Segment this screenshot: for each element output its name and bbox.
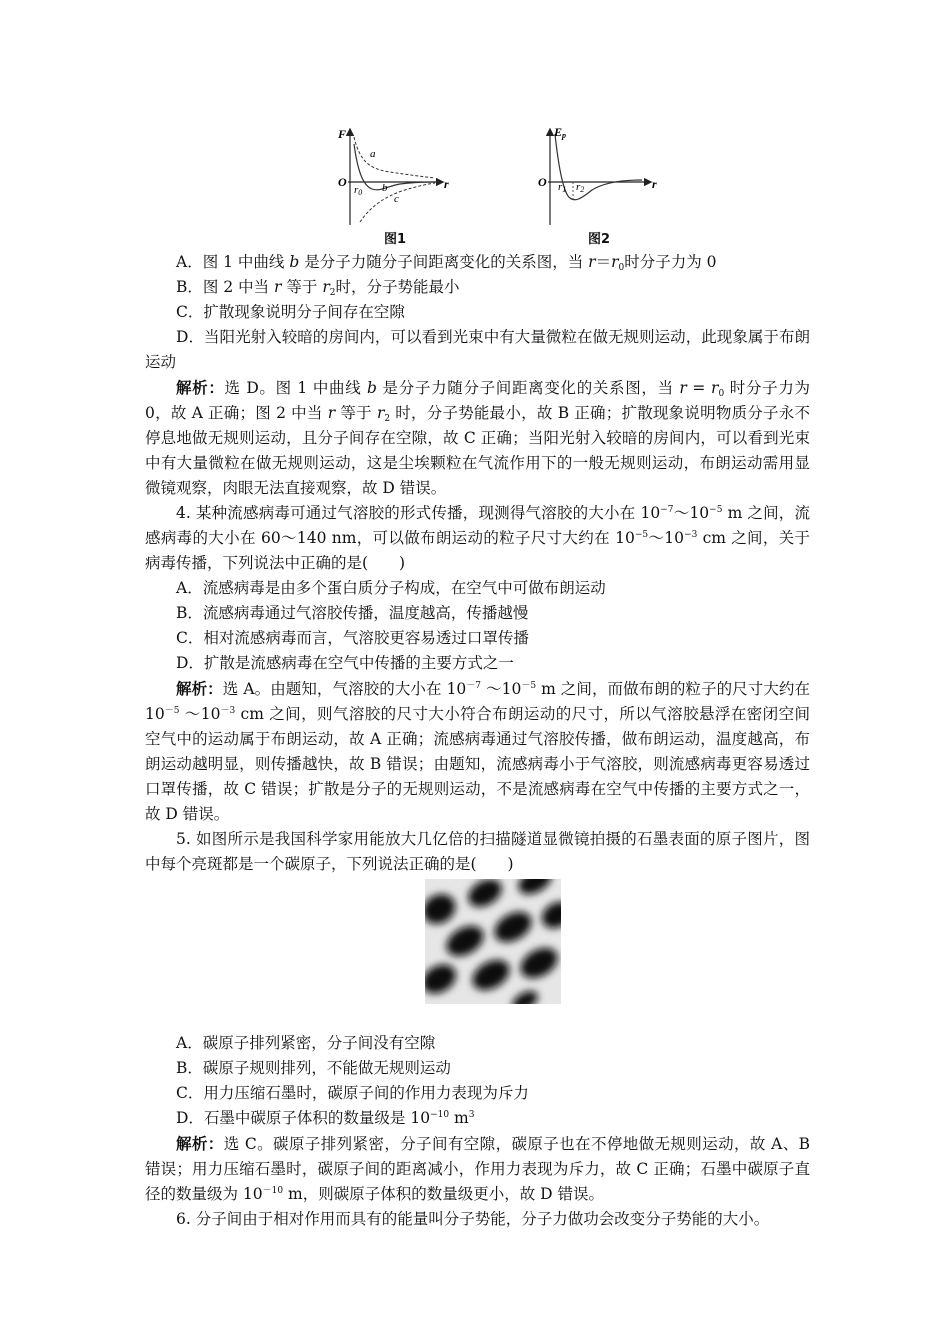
q5-analysis: 解析：选 C。碳原子排列紧密，分子间有空隙，碳原子也在不停地做无规则运动，故 A、B 错误；用力压缩石墨时，碳原子间的距离减小，作用力表现为斥力，故 C 正确；石墨中碳原子直径的数量级为 $10^{-10}$ m，则碳原子体积的数量级更小，故 D 错误。 <box>145 1134 810 1203</box>
fig2-origin: O <box>538 175 547 189</box>
figure-row <box>330 122 660 247</box>
q4-option-c: C．相对流感病毒而言，气溶胶更容易透过口罩传播 <box>176 629 529 647</box>
figure-2-graph <box>530 122 660 227</box>
fig1-y-label: F <box>338 127 347 141</box>
q5-stem: 5. 如图所示是我国科学家用能放大几亿倍的扫描隧道显微镜拍摄的石墨表面的原子图片，图中每个亮斑都是一个碳原子，下列说法正确的是( ) <box>145 830 810 873</box>
q5-option-d: D．石墨中碳原子体积的数量级是 $10^{-10}$ $m^3$ <box>176 1109 475 1127</box>
q3-option-c: C．扩散现象说明分子间存在空隙 <box>176 303 405 321</box>
figure-1-graph <box>330 122 460 227</box>
q4-option-d: D．扩散是流感病毒在空气中传播的主要方式之一 <box>176 654 514 672</box>
q3-option-b: B．图 2 中当 r 等于 $r_2$时，分子势能最小 <box>176 278 460 298</box>
curve-b <box>354 144 435 190</box>
fig1-curve-c-label: c <box>394 193 399 205</box>
q3-analysis: 解析：选 D。图 1 中曲线 b 是分子力随分子间距离变化的关系图，当 $r = r_0$ 时分子力为 0，故 A 正确；图 2 中当 r 等于 $r_2$ 时，分子势能最小，故 B 正确；扩散现象说明物质分子永不停息地做无规则运动，且分子间存在空隙，故 C 正确；当阳光射入较暗的房间内，可以看到光束中有大量微粒在做无规则运动，这是尘埃颗粒在气流作用下的一般无规则运动，布朗运动需用显微镜观察，肉眼无法直接观察，故 D 错误。 <box>145 378 810 497</box>
fig2-r2-label: r2 <box>576 181 585 194</box>
fig2-y-label: Ep <box>554 125 567 140</box>
fig1-r0-label: r0 <box>354 184 363 197</box>
graphite-atoms <box>425 879 561 1004</box>
fig1-x-label: r <box>444 177 449 191</box>
fig2-x-label: r <box>652 177 657 191</box>
q3-option-a: A．图 1 中曲线 b 是分子力随分子间距离变化的关系图，当 $r=r_0$时分子力为 0 <box>176 253 717 273</box>
q6-stem: 6. 分子间由于相对作用而具有的能量叫分子势能，分子力做功会改变分子势能的大小。 <box>176 1210 770 1228</box>
figure-1 <box>330 122 460 247</box>
curve-ep <box>555 134 642 200</box>
fig2-r1-label: r1 <box>558 181 567 194</box>
fig1-origin: O <box>338 175 347 189</box>
q3-option-d: D．当阳光射入较暗的房间内，可以看到光束中有大量微粒在做无规则运动，此现象属于布朗运动 <box>145 328 810 371</box>
q4-option-b: B．流感病毒通过气溶胶传播，温度越高，传播越慢 <box>176 604 529 622</box>
fig1-curve-a-label: a <box>370 148 376 160</box>
q5-option-c: C．用力压缩石墨时，碳原子间的作用力表现为斥力 <box>176 1084 529 1102</box>
figure-2-caption: 图2 <box>588 232 611 247</box>
q5-option-b: B．碳原子规则排列，不能做无规则运动 <box>176 1059 451 1077</box>
q4-analysis: 解析：选 A。由题知，气溶胶的大小在 $10^{-7}$ $\sim 10^{-5}$ m 之间，而做布朗的粒子的尺寸大约在 $10^{-5}$ $\sim 10^{-3}$ cm 之间，则气溶胶的尺寸大小符合布朗运动的尺寸，所以气溶胶悬浮在密闭空间空气中的运动属于布朗运动，故 A 正确；流感病毒通过气溶胶传播，做布朗运动，温度越高，布朗运动越明显，则传播越快，故 B 错误；由题知，流感病毒小于气溶胶，则流感病毒更容易透过口罩传播，故 C 错误；扩散是分子的无规则运动，不是流感病毒在空气中传播的主要方式之一，故 D 错误。 <box>145 679 810 823</box>
graphite-stm-image <box>425 879 561 1004</box>
fig1-curve-b-label: b <box>382 182 388 194</box>
q5-option-a: A．碳原子排列紧密，分子间没有空隙 <box>176 1034 436 1052</box>
q4-option-a: A．流感病毒是由多个蛋白质分子构成，在空气中可做布朗运动 <box>176 579 606 597</box>
content <box>145 250 810 1232</box>
q4-stem: 4. 某种流感病毒可通过气溶胶的形式传播，现测得气溶胶的大小在 $10^{-7}\sim 10^{-5}$ m 之间，流感病毒的大小在 60～140 nm，可以做布朗运动的粒子尺寸大约在 $10^{-5}\sim 10^{-3}$ cm 之间，关于病毒传播，下列说法中正确的是( ) <box>145 504 810 572</box>
curve-a <box>354 137 435 178</box>
figure-1-caption: 图1 <box>384 232 407 247</box>
figure-2 <box>530 122 660 247</box>
